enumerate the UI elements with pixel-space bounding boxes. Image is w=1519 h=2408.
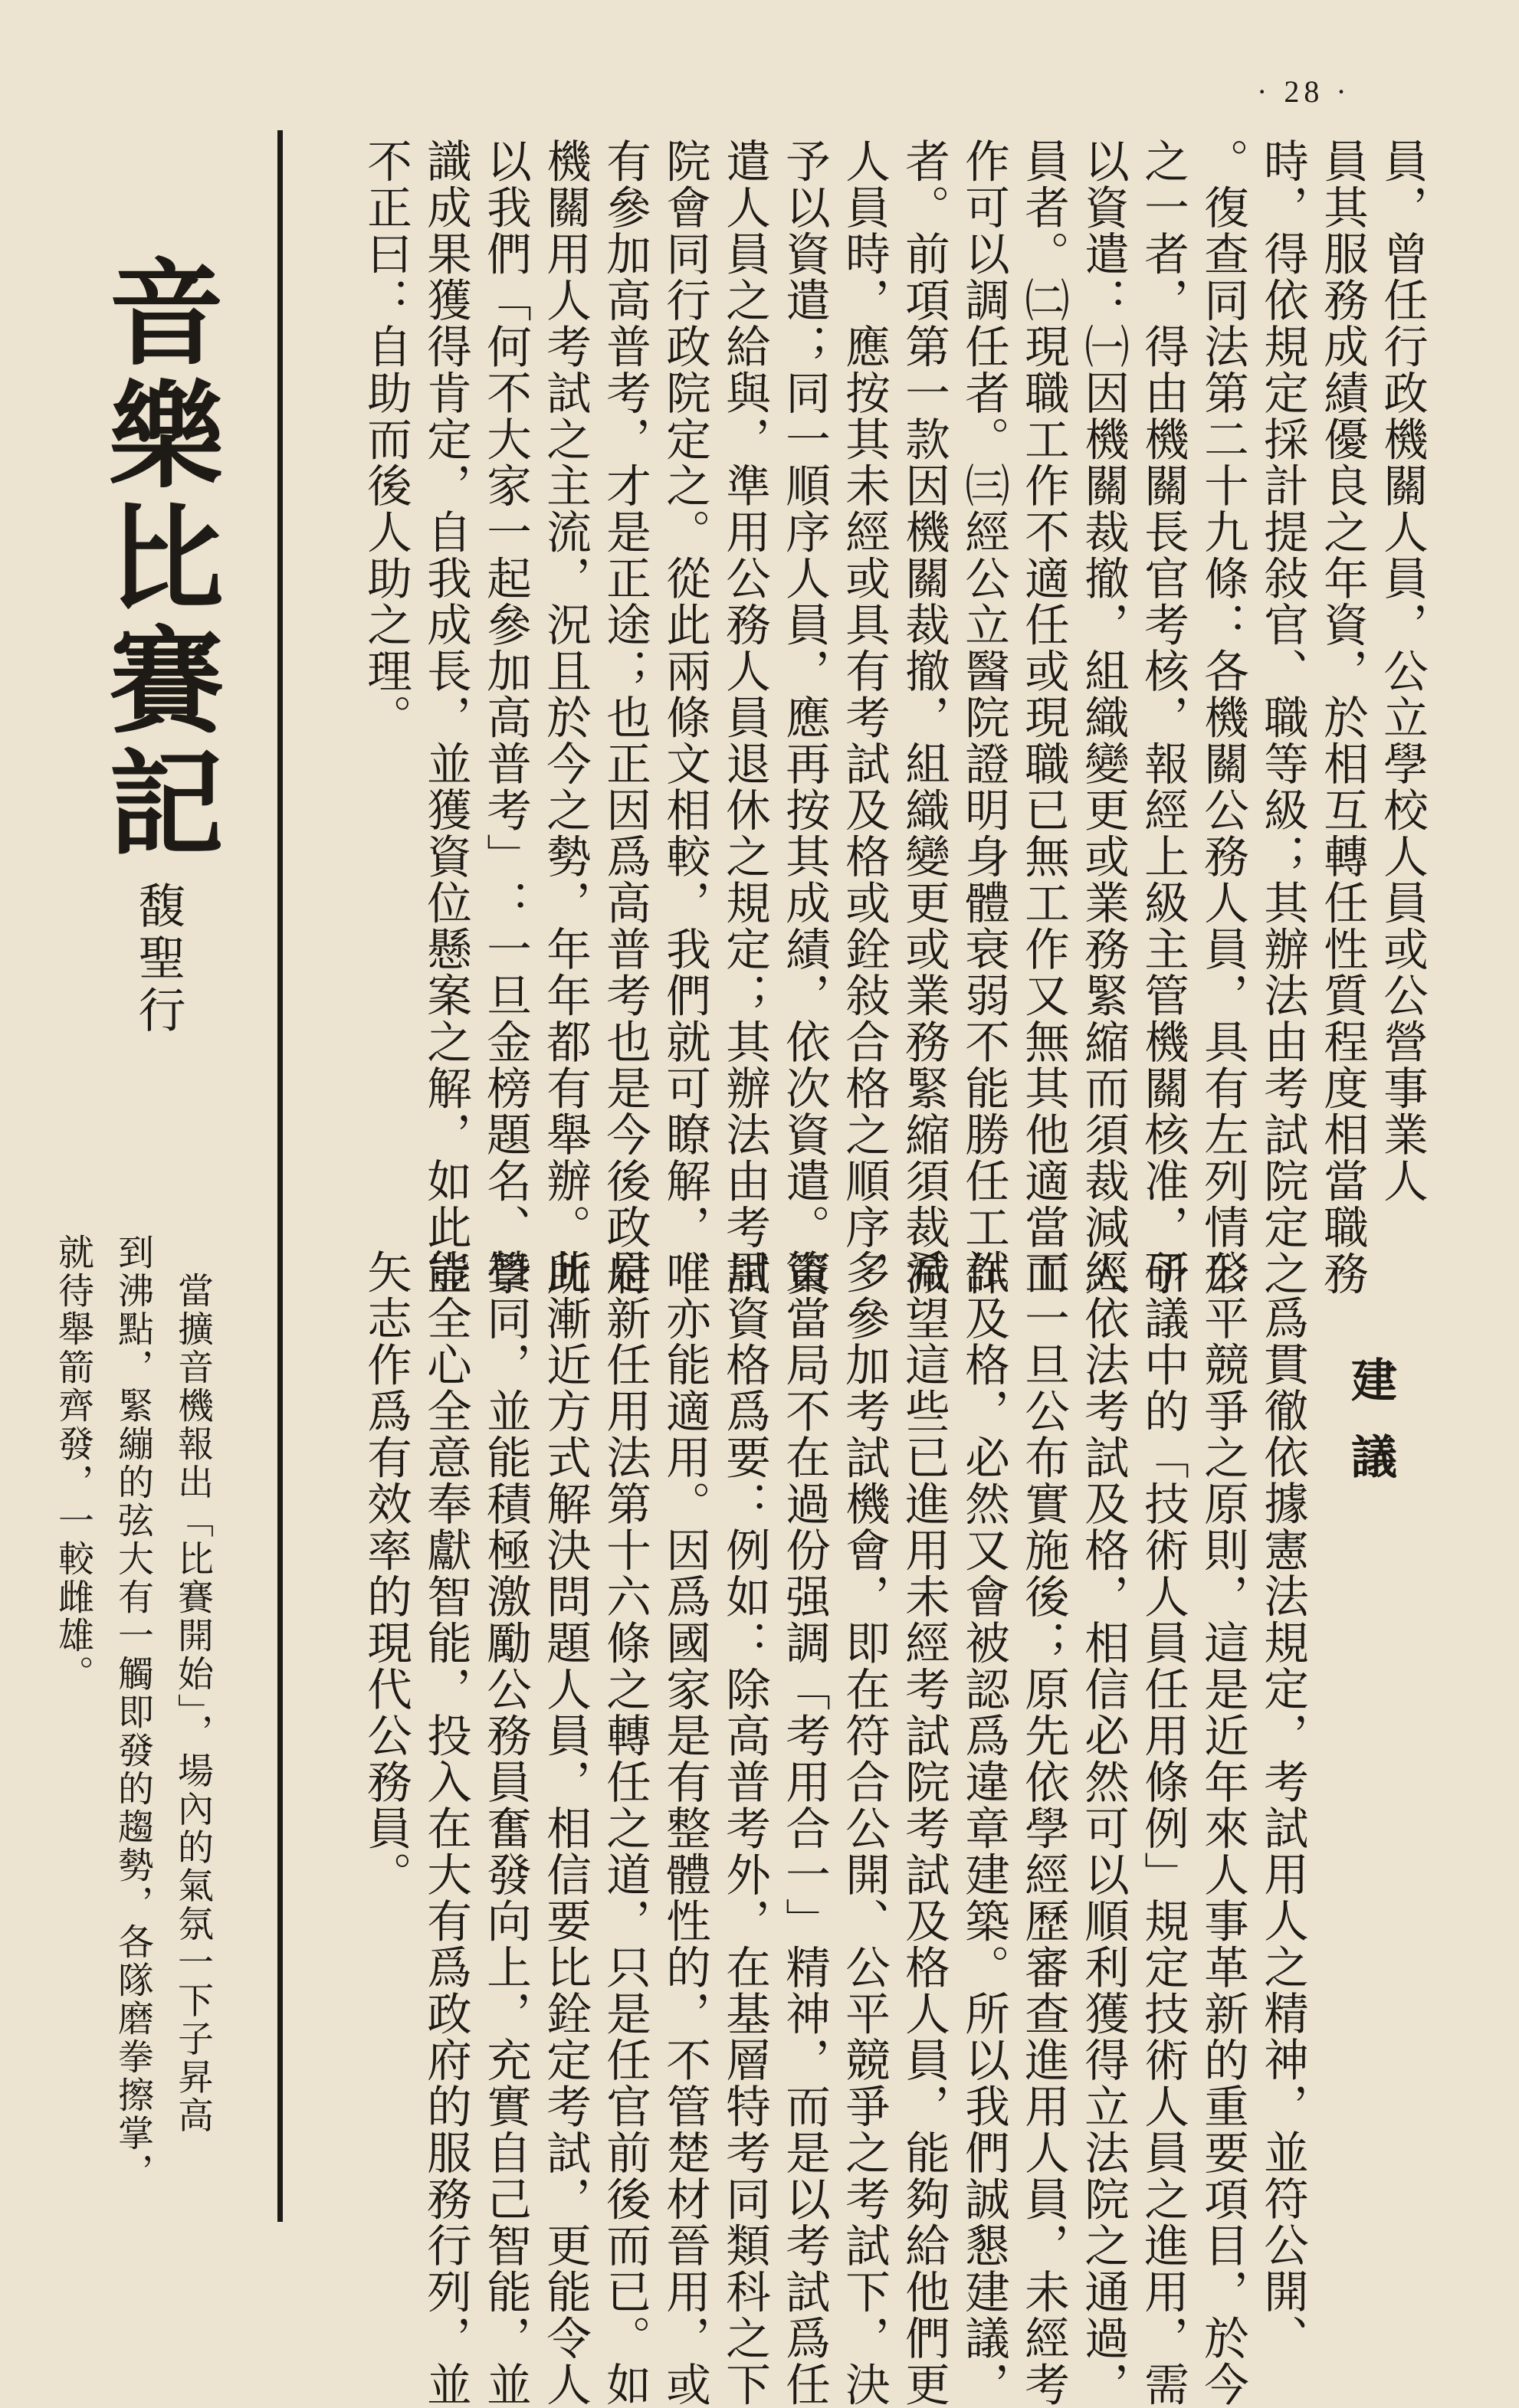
body-column: 不正曰：自助而後人助之理。	[359, 138, 412, 741]
body-column: 爲貫徹依據憲法規定，考試用人之精神，並符公開、	[1256, 1295, 1309, 2361]
body-column: 員，曾任行政機關人員，公立學校人員或公營事業人	[1376, 138, 1429, 1204]
body-column: 希望這些已進用未經考試院考試及格人員，能夠給他們更	[897, 1249, 950, 2408]
body-column: 研議中的「技術人員任用條例」規定技術人員之進用，需	[1137, 1249, 1189, 2408]
intro-column: 到沸點，緊繃的弦大有一觸即發的趨勢，各隊磨拳擦掌，	[112, 1233, 154, 2191]
body-column: 時，得依規定採計提敍官、職等級；其辦法由考試院定之	[1256, 138, 1309, 1297]
body-column: 公平競爭之原則，這是近年來人事革新的重要項目，於今	[1196, 1249, 1249, 2408]
intro-column: 當擴音機報出「比賽開始」，場內的氣氛一下子昇高	[172, 1233, 214, 2135]
body-column: 以資遣：㈠因機關裁撤，組織變更或業務緊縮而須裁減人	[1077, 138, 1130, 1297]
body-column: 員其服務成績優良之年資，於相互轉任性質程度相當職務	[1316, 138, 1369, 1297]
body-column: 試及格，必然又會被認爲違章建築。所以我們誠懇建議，	[957, 1249, 1010, 2408]
body-column: 識成果獲得肯定，自我成長，並獲資位懸案之解，如此豈	[419, 138, 472, 1297]
body-column: 能全心全意奉獻智能，投入在大有爲政府的服務行列，並	[419, 1249, 472, 2408]
body-column: 之一者，得由機關長官考核，報經上級主管機關核准，予	[1137, 138, 1189, 1297]
body-column: 用資格爲要：例如：除高普考外，在基層特考同類科之下	[718, 1249, 771, 2408]
body-column: ，亦能適用。因爲國家是有整體性的，不管楚材晉用，或	[658, 1249, 711, 2408]
body-column: 而一旦公布實施後；原先依學經歷審查進用人員，未經考	[1017, 1249, 1070, 2408]
body-column: 以我們「何不大家一起參加高普考」：一旦金榜題名、學	[479, 138, 532, 1297]
body-column: 機關用人考試之主流，況且於今之勢，年年都有舉辦。所	[539, 138, 592, 1297]
body-column: 院會同行政院定之。從此兩條文相較，我們就可瞭解，唯	[658, 138, 711, 1297]
body-column: 多參加考試機會，即在符合公開、公平競爭之考試下，決	[838, 1249, 891, 2408]
body-column: 有參加高普考，才是正途；也正因爲高普考也是今後政府	[599, 138, 651, 1297]
section-heading: 建議	[1343, 1356, 1397, 1509]
page-number: · 28 ·	[1257, 74, 1351, 109]
body-column: 矢志作爲有效率的現代公務員。	[359, 1249, 412, 1898]
body-column: 贊同，並能積極激勵公務員奮發向上，充實自己智能，並	[479, 1249, 532, 2408]
body-column: 。復查同法第二十九條：各機關公務人員，具有左列情形	[1196, 138, 1249, 1297]
body-column: 此漸近方式解決問題人員，相信要比銓定考試，更能令人	[539, 1249, 592, 2408]
body-column: 員者。㈡現職工作不適任或現職已無工作又無其他適當工	[1017, 138, 1070, 1297]
body-column: 人員時，應按其未經或具有考試及格或銓敍合格之順序，	[838, 138, 891, 1297]
body-column: 是新任用法第十六條之轉任之道，只是任官前後而已。如	[599, 1249, 651, 2408]
body-column: 遣人員之給與，準用公務人員退休之規定；其辦法由考試	[718, 138, 771, 1297]
body-column: 作可以調任者。㈢經公立醫院證明身體衰弱不能勝任工作	[957, 138, 1010, 1297]
body-column: 經依法考試及格，相信必然可以順利獲得立法院之通過，	[1077, 1249, 1130, 2408]
column-divider	[277, 130, 283, 2222]
body-column: 者。前項第一款因機關裁撤，組織變更或業務緊縮須裁減	[897, 138, 950, 1297]
author-name: 馥聖行	[130, 881, 186, 1037]
intro-column: 就待舉箭齊發，一較雌雄。	[52, 1233, 94, 1693]
body-column: 予以資遣；同一順序人員，應再按其成績，依次資遣。資	[778, 138, 831, 1297]
article-title: 音樂比賽記	[89, 253, 222, 866]
body-column: 策當局不在過份强調「考用合一」精神，而是以考試爲任	[778, 1249, 831, 2408]
